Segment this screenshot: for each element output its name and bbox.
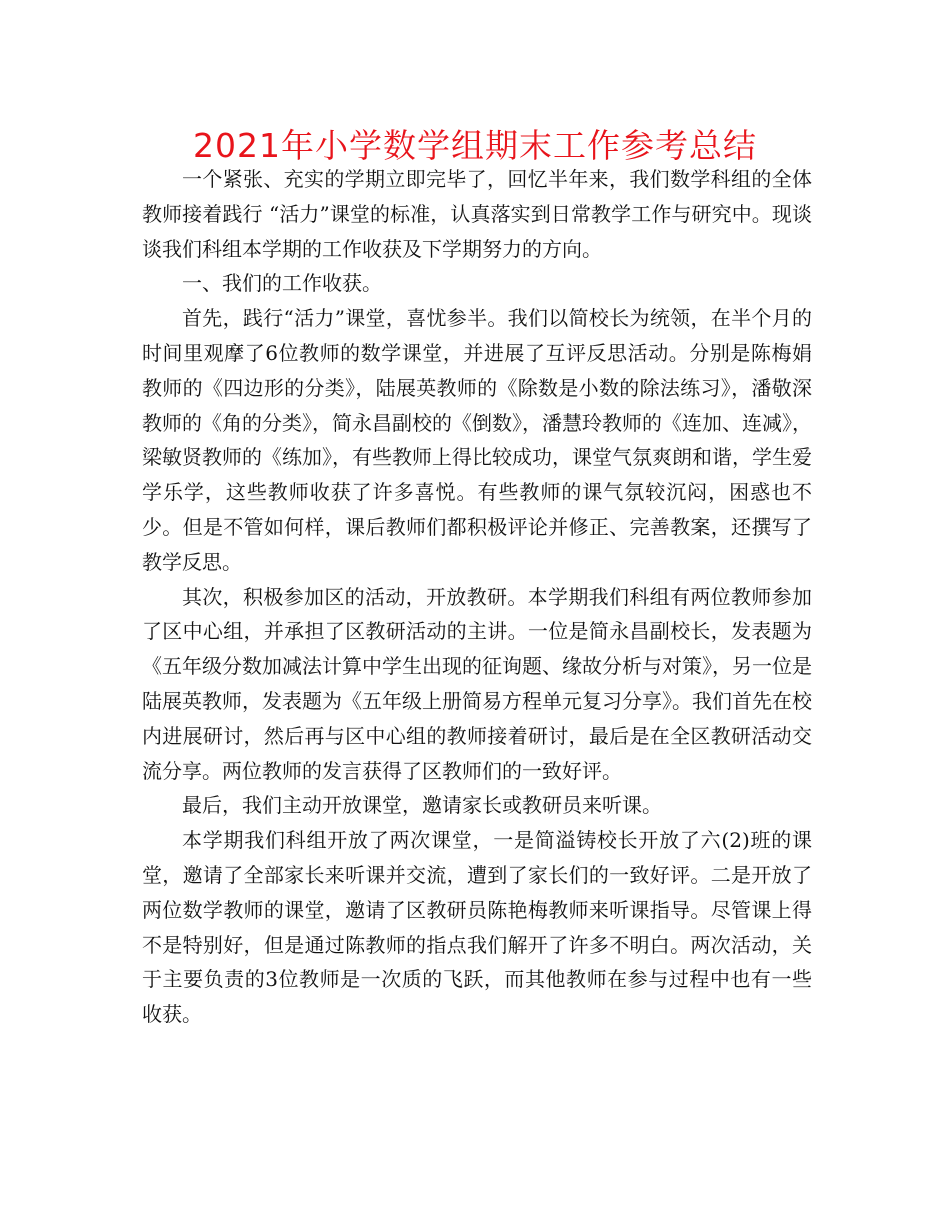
paragraph-second: 其次，积极参加区的活动，开放教研。本学期我们科组有两位教师参加了区中心组，并承担了区教研活动的主讲。一位是简永昌副校长，发表题为《五年级分数加减法计算中学生出现的征询题、缘故分析与对策》，另一位是陆展英教师，发表题为《五年级上册简易方程单元复习分享》。我们首先在校内进展研讨，然后再与区中心组的教师接着研讨，最后是在全区教研活动交流分享。两位教师的发言获得了区教师们的一致好评。	[142, 584, 812, 783]
paragraph-section-heading: 一、我们的工作收获。	[182, 271, 382, 296]
document-body	[142, 162, 812, 1032]
paragraph-first: 首先，践行“活力”课堂，喜忧参半。我们以简校长为统领，在半个月的时间里观摩了6位教师的数学课堂，并进展了互评反思活动。分别是陈梅娟教师的《四边形的分类》，陆展英教师的《除数是小数的除法练习》，潘敬深教师的《角的分类》，简永昌副校的《倒数》，潘慧玲教师的《连加、连减》，梁敏贤教师的《练加》，有些教师上得比较成功，课堂气氛爽朗和谐，学生爱学乐学，这些教师收获了许多喜悦。有些教师的课气氛较沉闷，困惑也不少。但是不管如何样，课后教师们都积极评论并修正、完善教案，还撰写了教学反思。	[142, 306, 812, 574]
document-title: 2021年小学数学组期末工作参考总结	[193, 126, 757, 165]
paragraph-last: 最后，我们主动开放课堂，邀请家长或教研员来听课。	[182, 793, 662, 818]
paragraph-intro: 一个紧张、充实的学期立即完毕了，回忆半年来，我们数学科组的全体教师接着践行 “活力”课堂的标准，认真落实到日常教学工作与研究中。现谈谈我们科组本学期的工作收获及下学期努力的方向。	[142, 167, 812, 261]
paragraph-open-class: 本学期我们科组开放了两次课堂，一是简溢铸校长开放了六(2)班的课堂，邀请了全部家长来听课并交流，遭到了家长们的一致好评。二是开放了两位数学教师的课堂，邀请了区教研员陈艳梅教师来听课指导。尽管课上得不是特别好，但是通过陈教师的指点我们解开了许多不明白。两次活动，关于主要负责的3位教师是一次质的飞跃，而其他教师在参与过程中也有一些收获。	[142, 828, 812, 1027]
